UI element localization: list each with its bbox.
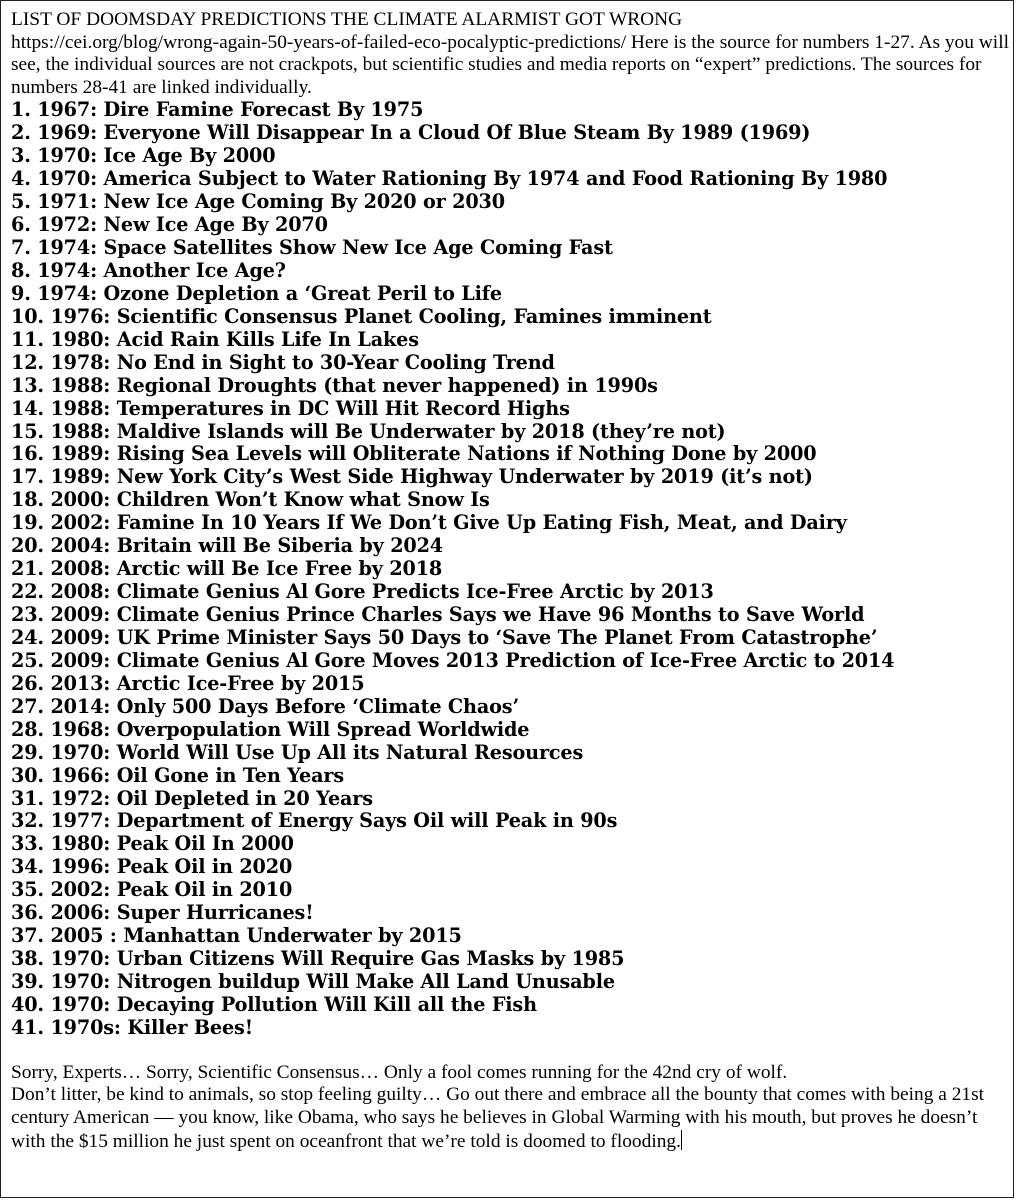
list-item: 27. 2014: Only 500 Days Before ‘Climate Chaos’	[11, 694, 519, 718]
list-item: 15. 1988: Maldive Islands will Be Underwater by 2018 (they’re not)	[11, 419, 726, 443]
list-item: 37. 2005 : Manhattan Underwater by 2015	[11, 924, 462, 948]
list-item: 1. 1967: Dire Famine Forecast By 1975	[11, 98, 424, 122]
document-body[interactable]	[11, 9, 1011, 1153]
list-item: 14. 1988: Temperatures in DC Will Hit Record Highs	[11, 396, 570, 420]
closing-line-2: Don’t litter, be kind to animals, so stop feeling guilty… Go out there and embrace all the bounty that comes with being a 21st century American — you know, like Obama, who says he believes in Global Warming with his mouth, but proves he doesn’t with the $15 million he just spent on oceanfront that we’re told is doomed to flooding.	[11, 1084, 985, 1152]
list-item: 5. 1971: New Ice Age Coming By 2020 or 2030	[11, 190, 505, 214]
list-item: 25. 2009: Climate Genius Al Gore Moves 2013 Prediction of Ice-Free Arctic to 2014	[11, 648, 895, 672]
list-item: 34. 1996: Peak Oil in 2020	[11, 855, 293, 879]
document-title: LIST OF DOOMSDAY PREDICTIONS THE CLIMATE ALARMIST GOT WRONG	[11, 9, 683, 30]
list-item: 22. 2008: Climate Genius Al Gore Predicts Ice-Free Arctic by 2013	[11, 580, 714, 604]
closing-paragraph	[11, 1062, 1011, 1153]
list-item: 13. 1988: Regional Droughts (that never happened) in 1990s	[11, 373, 658, 397]
list-item: 40. 1970: Decaying Pollution Will Kill all the Fish	[11, 992, 537, 1016]
list-item: 33. 1980: Peak Oil In 2000	[11, 832, 294, 856]
list-item: 38. 1970: Urban Citizens Will Require Gas Masks by 1985	[11, 947, 625, 971]
list-item: 18. 2000: Children Won’t Know what Snow Is	[11, 488, 490, 512]
blank-line	[11, 1040, 1011, 1062]
list-item: 6. 1972: New Ice Age By 2070	[11, 213, 328, 237]
list-item: 31. 1972: Oil Depleted in 20 Years	[11, 786, 373, 810]
list-item: 3. 1970: Ice Age By 2000	[11, 144, 276, 168]
list-item: 7. 1974: Space Satellites Show New Ice Age Coming Fast	[11, 236, 613, 259]
closing-line-1: Sorry, Experts… Sorry, Scientific Consensus… Only a fool comes running for the 42nd cry of wolf.	[11, 1061, 788, 1083]
list-item: 35. 2002: Peak Oil in 2010	[11, 878, 293, 902]
list-item: 39. 1970: Nitrogen buildup Will Make All Land Unusable	[11, 970, 615, 993]
list-item: 12. 1978: No End in Sight to 30-Year Cooling Trend	[11, 350, 555, 374]
list-item: 26. 2013: Arctic Ice-Free by 2015	[11, 671, 365, 695]
list-item: 2. 1969: Everyone Will Disappear In a Cloud Of Blue Steam By 1989 (1969)	[11, 121, 811, 145]
list-item: 4. 1970: America Subject to Water Rationing By 1974 and Food Rationing By 1980	[11, 167, 888, 191]
list-item: 21. 2008: Arctic will Be Ice Free by 2018	[11, 557, 443, 581]
list-item: 41. 1970s: Killer Bees!	[11, 1015, 253, 1039]
list-item: 32. 1977: Department of Energy Says Oil will Peak in 90s	[11, 809, 618, 833]
list-item: 17. 1989: New York City’s West Side Highway Underwater by 2019 (it’s not)	[11, 465, 813, 489]
list-item: 11. 1980: Acid Rain Kills Life In Lakes	[11, 327, 419, 351]
list-item: 8. 1974: Another Ice Age?	[11, 258, 286, 282]
list-item: 24. 2009: UK Prime Minister Says 50 Days to ‘Save The Planet From Catastrophe’	[11, 625, 878, 649]
list-item: 30. 1966: Oil Gone in Ten Years	[11, 763, 344, 787]
intro-paragraph: https://cei.org/blog/wrong-again-50-years-of-failed-eco-pocalyptic-predictions/ Here is the source for numbers 1-27. As you will see, the individual sources are not crackpots, but scientific studies and media reports on “expert” predictions. The sources for numbers 28-41 are linked individually.	[11, 31, 1009, 98]
list-item: 29. 1970: World Will Use Up All its Natural Resources	[11, 740, 584, 764]
list-item: 23. 2009: Climate Genius Prince Charles Says we Have 96 Months to Save World	[11, 603, 865, 626]
list-item: 19. 2002: Famine In 10 Years If We Don’t Give Up Eating Fish, Meat, and Dairy	[11, 511, 847, 535]
list-item: 16. 1989: Rising Sea Levels will Obliterate Nations if Nothing Done by 2000	[11, 442, 817, 466]
list-item: 9. 1974: Ozone Depletion a ‘Great Peril to Life	[11, 281, 502, 305]
list-item: 36. 2006: Super Hurricanes!	[11, 901, 314, 925]
predictions-list	[11, 99, 1011, 1039]
list-item: 28. 1968: Overpopulation Will Spread Worldwide	[11, 717, 530, 741]
list-item: 20. 2004: Britain will Be Siberia by 2024	[11, 534, 444, 558]
list-item: 10. 1976: Scientific Consensus Planet Cooling, Famines imminent	[11, 304, 712, 328]
document-intro	[11, 9, 1011, 99]
text-cursor	[681, 1130, 682, 1150]
